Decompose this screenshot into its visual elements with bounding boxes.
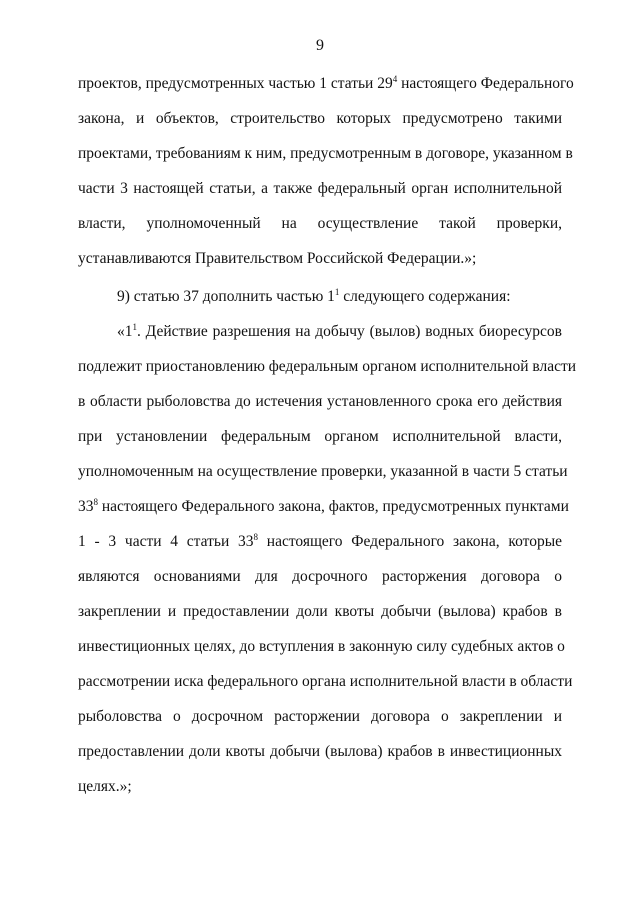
line-text: проектов, предусмотренных частью 1 статьи 29 <box>78 75 393 92</box>
line-text: власти, уполномоченный на осуществление такой проверки, <box>78 215 562 232</box>
text-line-4 <box>78 179 562 199</box>
text-line-1 <box>78 74 574 94</box>
line-text: предоставлении доли квоты добычи (вылова) крабов в инвестиционных <box>78 743 562 760</box>
text-line-17 <box>78 637 565 657</box>
superscript: 1 <box>132 322 137 332</box>
text-line-9 <box>78 357 577 377</box>
line-text: рассмотрении иска федерального органа исполнительной власти в области <box>78 673 573 690</box>
text-line-16 <box>78 602 562 622</box>
line-text: рыболовства о досрочном расторжении договора о закреплении и <box>78 708 562 725</box>
text-line-10 <box>78 392 562 412</box>
line-text: при установлении федеральным органом исполнительной власти, <box>78 428 562 445</box>
line-text: следующего содержания: <box>339 288 511 305</box>
line-text: части 3 настоящей статьи, а также федеральный орган исполнительной <box>78 180 562 197</box>
line-text: закона, и объектов, строительство которых предусмотрено такими <box>78 110 562 127</box>
text-line-14 <box>78 532 562 552</box>
line-text: в области рыболовства до истечения установленного срока его действия <box>78 393 562 410</box>
line-text: целях.»; <box>78 778 132 795</box>
text-line-18 <box>78 672 573 692</box>
text-line-11 <box>78 427 562 447</box>
line-text: подлежит приостановлению федеральным органом исполнительной власти <box>78 358 577 375</box>
text-line-12 <box>78 462 568 482</box>
line-text: 9) статью 37 дополнить частью 1 <box>117 288 335 305</box>
text-line-7 <box>117 287 562 307</box>
text-line-21 <box>78 777 562 797</box>
superscript: 1 <box>334 287 340 297</box>
text-line-3 <box>78 144 573 164</box>
line-text: настоящего Федерального закона, которые <box>258 533 562 550</box>
page-number: 9 <box>316 37 324 54</box>
line-text: настоящего Федерального <box>397 75 574 92</box>
text-line-8 <box>117 322 562 342</box>
line-text: . Действие разрешения на добычу (вылов) водных биоресурсов <box>137 323 562 340</box>
superscript: 8 <box>93 497 98 507</box>
line-text: «1 <box>117 323 133 340</box>
line-text: 1 - 3 части 4 статьи 33 <box>78 533 254 550</box>
text-line-2 <box>78 109 562 129</box>
line-text: являются основаниями для досрочного расторжения договора о <box>78 568 562 585</box>
text-line-13 <box>78 497 569 517</box>
text-line-19 <box>78 707 562 727</box>
line-text: 33 <box>78 498 94 515</box>
line-text: инвестиционных целях, до вступления в законную силу судебных актов о <box>78 638 565 655</box>
text-line-5 <box>78 214 562 234</box>
line-text: устанавливаются Правительством Российской Федерации.»; <box>78 250 477 267</box>
line-text: проектами, требованиям к ним, предусмотренным в договоре, указанном в <box>78 145 573 162</box>
superscript: 8 <box>253 532 259 542</box>
line-text: настоящего Федерального закона, фактов, предусмотренных пунктами <box>98 498 569 515</box>
text-line-6 <box>78 249 562 269</box>
line-text: уполномоченным на осуществление проверки, указанной в части 5 статьи <box>78 463 568 480</box>
text-line-15 <box>78 567 562 587</box>
superscript: 4 <box>392 74 398 84</box>
text-line-20 <box>78 742 562 762</box>
line-text: закреплении и предоставлении доли квоты добычи (вылова) крабов в <box>78 603 562 620</box>
